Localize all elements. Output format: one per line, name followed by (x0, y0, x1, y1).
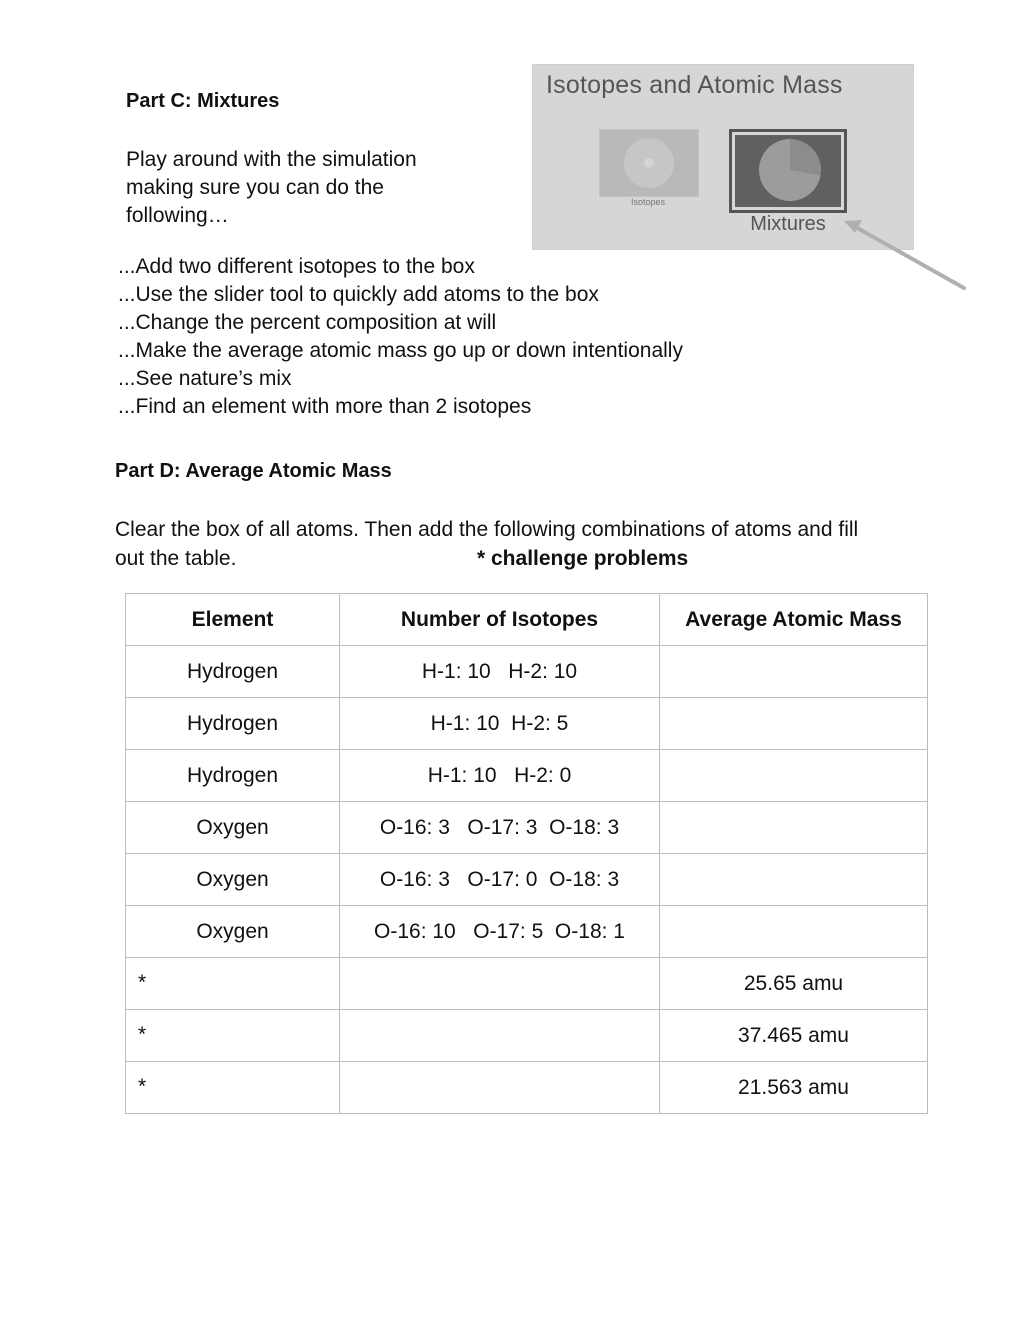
table-row (126, 698, 928, 750)
task-item: ...Make the average atomic mass go up or down intentionally (118, 339, 683, 362)
intro-line: Play around with the simulation (126, 148, 417, 171)
part-d-instructions (115, 515, 965, 573)
isotopes-cell: H-1: 10 H-2: 5 (340, 698, 660, 750)
isotopes-cell[interactable] (340, 958, 660, 1010)
challenge-note: * challenge problems (477, 547, 689, 570)
task-item: ...Change the percent composition at will (118, 311, 497, 334)
table-row (126, 906, 928, 958)
part-c-heading: Part C: Mixtures (126, 90, 280, 112)
isotopes-cell: O-16: 3 O-17: 0 O-18: 3 (340, 854, 660, 906)
isotopes-screen-label: Isotopes (630, 197, 666, 207)
instruction-line: Clear the box of all atoms. Then add the following combinations of atoms and fill (115, 518, 859, 541)
isotopes-cell: O-16: 10 O-17: 5 O-18: 1 (340, 906, 660, 958)
column-header: Number of Isotopes (340, 594, 660, 646)
nucleus-dot (644, 158, 654, 168)
mass-cell: 37.465 amu (660, 1010, 928, 1062)
task-list (118, 253, 683, 421)
pie-chart-icon (759, 139, 821, 201)
task-item: ...Add two different isotopes to the box (118, 255, 475, 278)
element-cell: Oxygen (126, 854, 340, 906)
isotopes-cell: H-1: 10 H-2: 10 (340, 646, 660, 698)
mass-cell[interactable] (660, 802, 928, 854)
part-d-heading: Part D: Average Atomic Mass (115, 460, 392, 482)
isotopes-cell[interactable] (340, 1062, 660, 1114)
part-c-intro (126, 146, 486, 230)
table-header-row (126, 594, 928, 646)
element-cell: Hydrogen (126, 698, 340, 750)
element-cell[interactable]: * (126, 958, 340, 1010)
table-row (126, 1062, 928, 1114)
mass-cell[interactable] (660, 698, 928, 750)
element-cell: Hydrogen (126, 750, 340, 802)
intro-line: following… (126, 204, 229, 227)
instruction-line: out the table. (115, 547, 237, 570)
element-cell: Hydrogen (126, 646, 340, 698)
table-row (126, 802, 928, 854)
mass-cell: 21.563 amu (660, 1062, 928, 1114)
element-cell[interactable]: * (126, 1010, 340, 1062)
task-item: ...Use the slider tool to quickly add atoms to the box (118, 283, 599, 306)
isotopes-screen-thumbnail (599, 129, 699, 197)
element-cell: Oxygen (126, 906, 340, 958)
mass-cell[interactable] (660, 646, 928, 698)
table-row (126, 1010, 928, 1062)
mass-cell[interactable] (660, 750, 928, 802)
simulation-title: Isotopes and Atomic Mass (546, 71, 843, 99)
isotopes-cell: O-16: 3 O-17: 3 O-18: 3 (340, 802, 660, 854)
table-row (126, 646, 928, 698)
pointer-arrow-icon (840, 215, 970, 295)
isotopes-cell[interactable] (340, 1010, 660, 1062)
table-row (126, 958, 928, 1010)
mass-cell: 25.65 amu (660, 958, 928, 1010)
element-cell[interactable]: * (126, 1062, 340, 1114)
mixtures-screen-label: Mixtures (750, 213, 826, 235)
table-row (126, 750, 928, 802)
task-item: ...See nature’s mix (118, 367, 292, 390)
table-row (126, 854, 928, 906)
column-header: Element (126, 594, 340, 646)
column-header: Average Atomic Mass (660, 594, 928, 646)
intro-line: making sure you can do the (126, 176, 384, 199)
mixtures-screen-thumbnail (729, 129, 847, 213)
mass-cell[interactable] (660, 854, 928, 906)
mass-cell[interactable] (660, 906, 928, 958)
isotopes-cell: H-1: 10 H-2: 0 (340, 750, 660, 802)
element-cell: Oxygen (126, 802, 340, 854)
isotope-data-table (125, 593, 928, 1114)
task-item: ...Find an element with more than 2 isotopes (118, 395, 532, 418)
